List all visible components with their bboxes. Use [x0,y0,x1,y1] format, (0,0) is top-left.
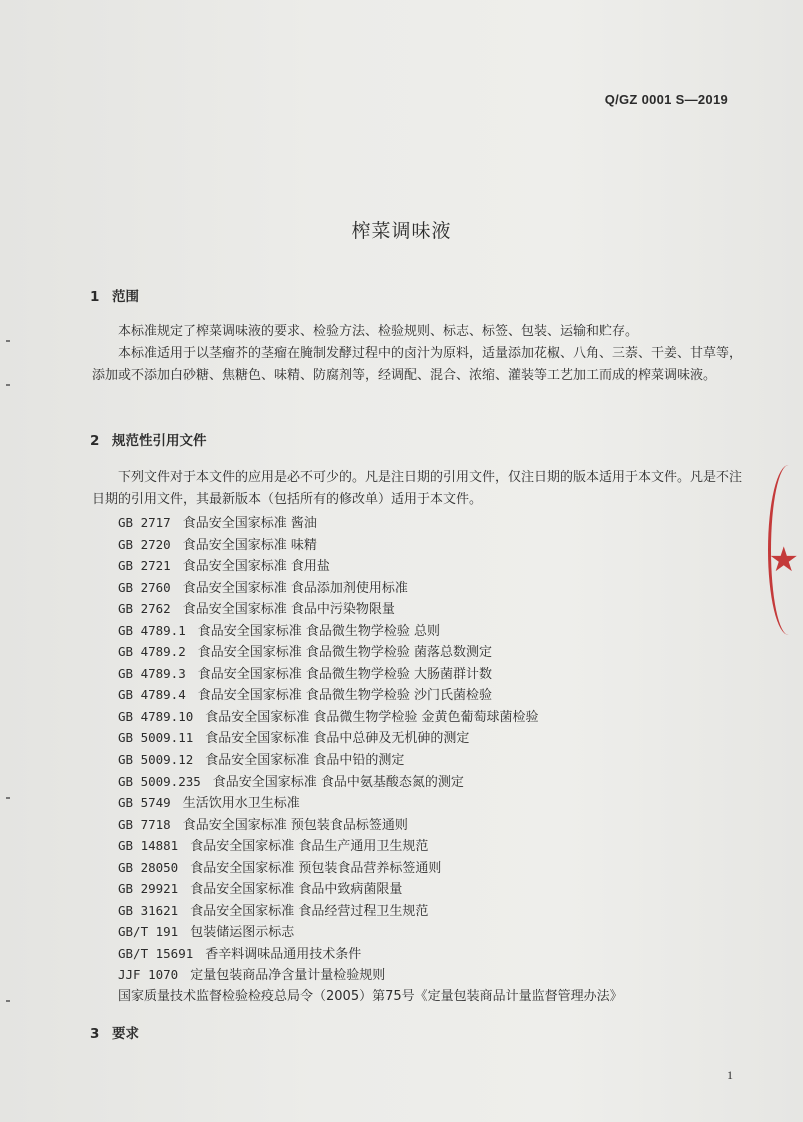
section-number: 2 [90,433,100,449]
reference-item [118,857,623,879]
scan-mark [6,384,10,386]
reference-title: 食品安全国家标准 食品微生物学检验 总则 [197,623,440,639]
reference-code: GB 5009.235 [118,773,201,789]
section-number: 1 [90,289,100,305]
section-2-heading [90,429,207,449]
reference-code: GB 4789.2 [118,644,186,660]
reference-code: GB 2762 [118,601,171,617]
reference-code: GB 2720 [118,536,171,552]
section-1-heading [90,285,139,305]
reference-list [118,512,623,1008]
reference-title: 食品安全国家标准 食品微生物学检验 大肠菌群计数 [197,666,492,682]
document-title: 榨菜调味液 [351,220,452,242]
reference-code: GB 4789.1 [118,622,186,638]
reference-item [118,706,623,728]
reference-title: 定量包装商品净含量计量检验规则 [190,968,386,984]
reference-title: 食品安全国家标准 预包装食品标签通则 [182,817,408,833]
reference-title: 食品安全国家标准 食品中污染物限量 [182,602,395,618]
seal-star-icon: ★ [768,540,799,580]
reference-title: 食品安全国家标准 预包装食品营养标签通则 [190,860,442,876]
reference-code: GB 7718 [118,816,171,832]
reference-code: GB 28050 [118,859,179,875]
reference-item [118,814,623,836]
reference-code: GB 2721 [118,558,171,574]
scope-paragraph-1: 本标准规定了榨菜调味液的要求、检验方法、检验规则、标志、标签、包装、运输和贮存。 [118,324,639,339]
reference-item [118,749,623,771]
reference-item [118,792,623,814]
reference-item [118,512,623,534]
reference-title: 食品安全国家标准 食品添加剂使用标准 [182,580,408,596]
scope-paragraph-2: 本标准适用于以茎瘤芥的茎瘤在腌制发酵过程中的卤汁为原料，适量添加花椒、八角、三萘、干姜、甘草等，添加或不添加白砂糖、焦糖色、味精、防腐剂等，经调配、混合、浓缩、灌装等工艺加工而成的榨菜调味液。 [92,346,743,383]
reference-item [118,620,623,642]
page-number: 1 [727,1068,733,1082]
reference-title: 国家质量技术监督检验检疫总局令（2005）第75号《定量包装商品计量监督管理办法》 [118,989,623,1005]
scan-mark [6,1000,10,1002]
reference-item [118,835,623,857]
scan-mark [6,340,10,342]
reference-code: GB 5009.11 [118,730,194,746]
reference-item [118,534,623,556]
reference-code: GB/T 191 [118,924,179,940]
reference-item [118,943,623,965]
reference-title: 食品安全国家标准 食品微生物学检验 菌落总数测定 [197,645,492,661]
reference-title: 食品安全国家标准 食品中铅的测定 [205,753,405,769]
reference-title: 食品安全国家标准 食品微生物学检验 金黄色葡萄球菌检验 [205,709,539,725]
reference-code: GB 5749 [118,795,171,811]
reference-title: 食品安全国家标准 食用盐 [182,559,330,575]
reference-code: GB 4789.10 [118,708,194,724]
reference-item [118,900,623,922]
reference-code: JJF 1070 [118,967,179,983]
section-title: 规范性引用文件 [112,433,207,449]
reference-item [118,663,623,685]
reference-code: GB 2717 [118,515,171,530]
reference-title: 香辛料调味品通用技术条件 [205,946,362,962]
reference-item [118,598,623,620]
reference-item [118,921,623,943]
section-number: 3 [90,1026,100,1042]
reference-item [118,964,623,986]
reference-item [118,986,623,1008]
reference-item [118,684,623,706]
reference-code: GB 14881 [118,838,179,854]
reference-title: 生活饮用水卫生标准 [182,796,300,812]
reference-title: 食品安全国家标准 食品中致病菌限量 [190,882,403,898]
reference-title: 包装储运图示标志 [190,925,295,941]
reference-title: 食品安全国家标准 酱油 [182,516,317,531]
reference-code: GB 5009.12 [118,752,194,768]
reference-code: GB 31621 [118,902,179,918]
reference-title: 食品安全国家标准 食品经营过程卫生规范 [190,903,429,919]
reference-item [118,555,623,577]
reference-title: 食品安全国家标准 食品微生物学检验 沙门氏菌检验 [197,688,492,704]
section-title: 范围 [112,289,139,305]
reference-item [118,577,623,599]
reference-title: 食品安全国家标准 食品生产通用卫生规范 [190,839,429,855]
reference-item [118,727,623,749]
section-3-heading [90,1022,139,1042]
reference-code: GB 4789.4 [118,687,186,703]
standard-code: Q/GZ 0001 S—2019 [604,92,728,107]
reference-code: GB 29921 [118,881,179,897]
reference-code: GB 2760 [118,579,171,595]
reference-title: 食品安全国家标准 食品中总砷及无机砷的测定 [205,731,470,747]
reference-item [118,771,623,793]
reference-title: 食品安全国家标准 食品中氨基酸态氮的测定 [212,774,464,790]
reference-title: 食品安全国家标准 味精 [182,537,317,553]
reference-code: GB 4789.3 [118,665,186,681]
references-intro: 下列文件对于本文件的应用是必不可少的。凡是注日期的引用文件，仅注日期的版本适用于本文件。凡是不注日期的引用文件，其最新版本（包括所有的修改单）适用于本文件。 [92,470,743,507]
scan-mark [6,797,10,799]
section-title: 要求 [112,1026,139,1042]
reference-code: GB/T 15691 [118,945,194,961]
reference-item [118,878,623,900]
reference-item [118,641,623,663]
